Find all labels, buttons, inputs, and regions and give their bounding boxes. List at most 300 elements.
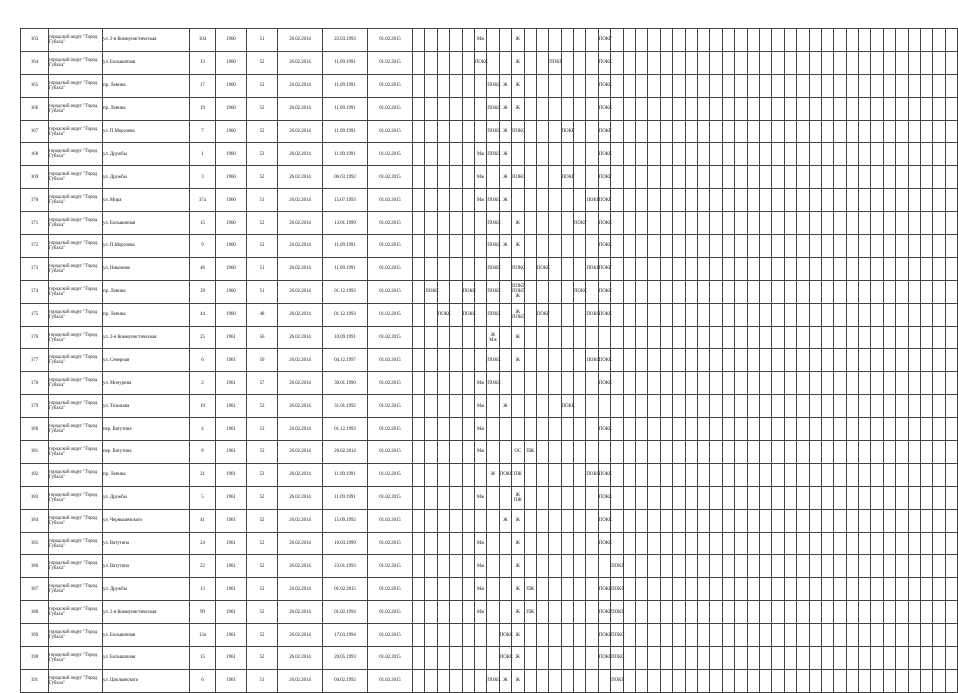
- work-type-cell: [474, 349, 486, 372]
- work-type-cell: [673, 74, 685, 97]
- work-type-cell: [437, 372, 449, 395]
- work-type-cell: [759, 97, 771, 120]
- work-type-cell: [561, 120, 573, 143]
- work-type-cell: [660, 326, 672, 349]
- date-cell: 11.09.1991: [323, 51, 368, 74]
- work-type-cell: [722, 74, 734, 97]
- municipality-line: Губаха": [49, 337, 65, 343]
- work-type-cell: [697, 647, 709, 670]
- work-type-cell: [474, 578, 486, 601]
- work-type-cell: [945, 74, 957, 97]
- work-type-cell: [512, 509, 524, 532]
- work-type-cell: [425, 143, 437, 166]
- date-cell: 26.02.2014: [278, 166, 323, 189]
- work-type-cell: [549, 555, 561, 578]
- work-type-cell: [474, 29, 486, 52]
- work-type-cell: [474, 647, 486, 670]
- work-type-cell: [413, 212, 425, 235]
- work-type-cell: [536, 624, 548, 647]
- work-type-cell: [586, 326, 598, 349]
- work-type-cell: [735, 349, 747, 372]
- work-type-cell: [413, 418, 425, 441]
- work-type-cell: [648, 143, 660, 166]
- work-type-cell: [859, 395, 871, 418]
- work-type-cell: [772, 578, 784, 601]
- municipality-line: Губаха": [49, 291, 65, 297]
- work-type-cell: [784, 166, 796, 189]
- date-cell: 01.02.2015: [368, 486, 413, 509]
- municipality-cell: [49, 280, 103, 303]
- work-type-cell: [487, 97, 499, 120]
- work-mark: ПОКС: [487, 83, 501, 89]
- work-type-cell: [759, 509, 771, 532]
- work-type-cell: [673, 166, 685, 189]
- work-type-cell: [933, 669, 945, 692]
- work-type-cell: [933, 486, 945, 509]
- table-row: [21, 166, 958, 189]
- work-type-cell: [871, 441, 883, 464]
- work-type-cell: [735, 51, 747, 74]
- row-number: 174: [21, 280, 49, 303]
- work-type-cell: [648, 212, 660, 235]
- date-cell: 16.03.1999: [323, 532, 368, 555]
- work-type-cell: [450, 257, 462, 280]
- work-type-cell: [636, 212, 648, 235]
- work-type-cell: [859, 418, 871, 441]
- work-type-cell: [735, 486, 747, 509]
- work-mark: ПОКГ: [611, 678, 625, 684]
- work-type-cell: [784, 532, 796, 555]
- work-type-cell: [648, 326, 660, 349]
- work-type-cell: [598, 235, 613, 258]
- house-number-cell: 13: [190, 51, 216, 74]
- work-type-cell: [413, 257, 425, 280]
- work-type-cell: [735, 372, 747, 395]
- work-type-cell: [536, 509, 548, 532]
- row-number: 190: [21, 647, 49, 670]
- work-type-cell: [772, 555, 784, 578]
- work-type-cell: [846, 349, 858, 372]
- municipality-cell: [49, 463, 103, 486]
- address-cell: ул. Дружбы: [103, 578, 190, 601]
- work-type-cell: [636, 372, 648, 395]
- address-cell: ул. 2-я Коммунистическая: [103, 601, 190, 624]
- work-type-cell: [821, 578, 833, 601]
- work-type-cell: [648, 463, 660, 486]
- work-type-cell: [574, 166, 586, 189]
- date-cell: 11.09.1991: [323, 486, 368, 509]
- work-type-cell: [561, 326, 573, 349]
- work-type-cell: [487, 509, 499, 532]
- work-mark: Ж: [503, 106, 508, 112]
- date-cell: 11.09.1991: [323, 74, 368, 97]
- work-type-cell: [549, 486, 561, 509]
- work-type-cell: [636, 509, 648, 532]
- work-type-cell: [710, 189, 722, 212]
- work-type-cell: [450, 280, 462, 303]
- work-type-cell: [574, 601, 586, 624]
- address-cell: ул. Большичная: [103, 624, 190, 647]
- work-type-cell: [883, 624, 895, 647]
- wear-percent-cell: 51: [247, 257, 278, 280]
- work-type-cell: [499, 486, 511, 509]
- work-type-cell: [660, 624, 672, 647]
- work-type-cell: [636, 166, 648, 189]
- work-type-cell: [945, 669, 957, 692]
- work-type-cell: [797, 509, 809, 532]
- work-type-cell: [636, 189, 648, 212]
- work-type-cell: [487, 486, 499, 509]
- date-cell: 26.02.2014: [278, 189, 323, 212]
- date-cell: 26.02.2014: [278, 601, 323, 624]
- table-row: [21, 143, 958, 166]
- wear-percent-cell: 52: [247, 463, 278, 486]
- work-type-cell: [883, 669, 895, 692]
- work-type-cell: [809, 120, 821, 143]
- work-type-cell: [549, 189, 561, 212]
- work-mark: ПОКГ: [598, 174, 612, 180]
- work-mark: Ж: [515, 294, 520, 300]
- work-type-cell: [846, 555, 858, 578]
- work-type-cell: [871, 624, 883, 647]
- work-type-cell: [499, 509, 511, 532]
- build-year-cell: 1961: [216, 601, 247, 624]
- work-type-cell: [846, 235, 858, 258]
- municipality-line: Губаха": [49, 200, 65, 206]
- row-number: 178: [21, 372, 49, 395]
- work-type-cell: [474, 143, 486, 166]
- work-type-cell: [784, 647, 796, 670]
- work-type-cell: [487, 395, 499, 418]
- work-type-cell: [772, 647, 784, 670]
- work-type-cell: [636, 120, 648, 143]
- row-number: 177: [21, 349, 49, 372]
- work-type-cell: [710, 601, 722, 624]
- work-type-cell: [921, 532, 933, 555]
- date-cell: 01.02.2015: [368, 441, 413, 464]
- municipality-line: Губаха": [49, 589, 65, 595]
- work-type-cell: [883, 441, 895, 464]
- work-type-cell: [660, 486, 672, 509]
- work-type-cell: [834, 486, 846, 509]
- build-year-cell: 1961: [216, 372, 247, 395]
- municipality-line: городской округ "Город: [49, 652, 98, 658]
- work-type-cell: [809, 349, 821, 372]
- work-type-cell: [759, 120, 771, 143]
- work-type-cell: [834, 372, 846, 395]
- work-type-cell: [697, 51, 709, 74]
- work-type-cell: [859, 486, 871, 509]
- build-year-cell: 1961: [216, 441, 247, 464]
- work-type-cell: [524, 601, 536, 624]
- work-type-cell: [413, 143, 425, 166]
- work-type-cell: [933, 166, 945, 189]
- work-type-cell: [623, 257, 635, 280]
- row-number: 187: [21, 578, 49, 601]
- work-type-cell: [611, 509, 623, 532]
- work-type-cell: [759, 51, 771, 74]
- wear-percent-cell: 51: [247, 280, 278, 303]
- house-number-cell: 5: [190, 486, 216, 509]
- build-year-cell: 1961: [216, 647, 247, 670]
- work-type-cell: [474, 395, 486, 418]
- work-type-cell: [759, 235, 771, 258]
- house-number-cell: 46: [190, 257, 216, 280]
- work-type-cell: [524, 441, 536, 464]
- work-type-cell: [437, 463, 449, 486]
- house-number-cell: 9: [190, 235, 216, 258]
- work-type-cell: [685, 441, 697, 464]
- work-type-cell: [747, 509, 759, 532]
- work-mark: ПОКС: [499, 632, 513, 638]
- work-type-cell: [697, 257, 709, 280]
- work-type-cell: [747, 166, 759, 189]
- work-type-cell: [722, 372, 734, 395]
- work-type-cell: [425, 189, 437, 212]
- work-type-cell: [549, 601, 561, 624]
- work-mark: Мж: [476, 609, 485, 615]
- work-type-cell: [549, 349, 561, 372]
- work-type-cell: [561, 143, 573, 166]
- work-type-cell: [697, 303, 709, 326]
- work-type-cell: [933, 578, 945, 601]
- date-cell: 01.02.2015: [368, 395, 413, 418]
- work-type-cell: [623, 395, 635, 418]
- work-type-cell: [512, 669, 524, 692]
- work-type-cell: [945, 509, 957, 532]
- work-mark: ПОКГ: [611, 609, 625, 615]
- work-type-cell: [747, 51, 759, 74]
- work-type-cell: [660, 441, 672, 464]
- work-type-cell: [784, 29, 796, 52]
- work-type-cell: [710, 97, 722, 120]
- work-type-cell: [598, 212, 613, 235]
- work-type-cell: [933, 555, 945, 578]
- work-type-cell: [945, 235, 957, 258]
- work-type-cell: [536, 303, 548, 326]
- work-type-cell: [673, 601, 685, 624]
- work-type-cell: [697, 463, 709, 486]
- work-type-cell: [636, 257, 648, 280]
- work-type-cell: [524, 395, 536, 418]
- work-type-cell: [759, 463, 771, 486]
- work-type-cell: [772, 143, 784, 166]
- date-cell: 26.02.2014: [278, 280, 323, 303]
- work-type-cell: [425, 647, 437, 670]
- work-type-cell: [437, 280, 449, 303]
- work-type-cell: [859, 97, 871, 120]
- work-type-cell: [487, 212, 499, 235]
- work-type-cell: [450, 143, 462, 166]
- build-year-cell: 1961: [216, 509, 247, 532]
- work-type-cell: [623, 349, 635, 372]
- work-mark: Ж: [515, 83, 520, 89]
- address-cell: ул. Чернышевского: [103, 509, 190, 532]
- work-type-cell: [945, 647, 957, 670]
- wear-percent-cell: 57: [247, 372, 278, 395]
- date-cell: 26.02.2014: [278, 120, 323, 143]
- date-cell: 01.02.2015: [368, 257, 413, 280]
- work-type-cell: [871, 532, 883, 555]
- work-type-cell: [834, 74, 846, 97]
- work-type-cell: [474, 418, 486, 441]
- work-type-cell: [561, 624, 573, 647]
- work-type-cell: [586, 303, 598, 326]
- date-cell: 01.02.2015: [368, 166, 413, 189]
- work-type-cell: [425, 372, 437, 395]
- work-type-cell: [437, 532, 449, 555]
- work-type-cell: [883, 120, 895, 143]
- row-number: 171: [21, 212, 49, 235]
- work-type-cell: [586, 418, 598, 441]
- work-type-cell: [722, 669, 734, 692]
- row-number: 170: [21, 189, 49, 212]
- work-type-cell: [896, 532, 908, 555]
- work-mark: ПЖ: [526, 609, 535, 615]
- work-type-cell: [945, 395, 957, 418]
- work-type-cell: [821, 509, 833, 532]
- work-type-cell: [648, 647, 660, 670]
- work-type-cell: [685, 624, 697, 647]
- work-type-cell: [611, 29, 623, 52]
- work-type-cell: [784, 51, 796, 74]
- work-type-cell: [871, 578, 883, 601]
- work-type-cell: [747, 647, 759, 670]
- wear-percent-cell: 51: [247, 29, 278, 52]
- work-type-cell: [772, 463, 784, 486]
- work-type-cell: [499, 349, 511, 372]
- work-type-cell: [834, 166, 846, 189]
- municipality-line: Губаха": [49, 268, 65, 274]
- work-type-cell: [722, 395, 734, 418]
- work-type-cell: [549, 120, 561, 143]
- municipality-cell: [49, 647, 103, 670]
- wear-percent-cell: 52: [247, 51, 278, 74]
- work-type-cell: [722, 578, 734, 601]
- table-row: [21, 280, 958, 303]
- work-type-cell: [450, 441, 462, 464]
- work-type-cell: [908, 395, 920, 418]
- work-mark: Ж: [503, 129, 508, 134]
- work-type-cell: [747, 418, 759, 441]
- work-mark: Мж: [476, 174, 485, 180]
- work-type-cell: [747, 143, 759, 166]
- work-type-cell: [574, 463, 586, 486]
- work-type-cell: [474, 120, 486, 143]
- work-type-cell: [462, 166, 474, 189]
- work-type-cell: [834, 647, 846, 670]
- work-type-cell: [673, 326, 685, 349]
- work-type-cell: [673, 463, 685, 486]
- work-mark: ПОКС: [512, 266, 526, 272]
- work-type-cell: [710, 29, 722, 52]
- work-type-cell: [945, 143, 957, 166]
- work-type-cell: [536, 647, 548, 670]
- work-type-cell: [759, 601, 771, 624]
- work-type-cell: [561, 578, 573, 601]
- build-year-cell: 1960: [216, 303, 247, 326]
- date-cell: 26.02.2014: [278, 647, 323, 670]
- work-type-cell: [673, 29, 685, 52]
- municipality-cell: [49, 669, 103, 692]
- work-type-cell: [809, 578, 821, 601]
- date-cell: 11.09.1991: [323, 97, 368, 120]
- work-type-cell: [896, 97, 908, 120]
- work-type-cell: [834, 463, 846, 486]
- work-type-cell: [809, 441, 821, 464]
- work-type-cell: [896, 647, 908, 670]
- work-type-cell: [536, 601, 548, 624]
- municipality-cell: [49, 51, 103, 74]
- work-type-cell: [561, 235, 573, 258]
- work-type-cell: [673, 97, 685, 120]
- work-type-cell: [413, 74, 425, 97]
- work-type-cell: [846, 624, 858, 647]
- table-row: [21, 372, 958, 395]
- municipality-line: городской округ "Город: [49, 263, 98, 269]
- work-type-cell: [611, 143, 623, 166]
- work-type-cell: [437, 212, 449, 235]
- work-type-cell: [797, 257, 809, 280]
- row-number: 189: [21, 624, 49, 647]
- date-cell: 31.01.1992: [323, 395, 368, 418]
- work-type-cell: [697, 189, 709, 212]
- wear-percent-cell: 48: [247, 303, 278, 326]
- work-type-cell: [660, 395, 672, 418]
- work-type-cell: [487, 74, 499, 97]
- work-type-cell: [722, 303, 734, 326]
- work-type-cell: [536, 51, 548, 74]
- work-type-cell: [921, 418, 933, 441]
- date-cell: 01.02.1994: [323, 601, 368, 624]
- work-type-cell: [549, 212, 561, 235]
- work-type-cell: [809, 624, 821, 647]
- work-type-cell: [437, 555, 449, 578]
- work-type-cell: [735, 669, 747, 692]
- work-type-cell: [821, 624, 833, 647]
- work-type-cell: [896, 257, 908, 280]
- address-cell: ул. Циолковского: [103, 669, 190, 692]
- work-type-cell: [685, 578, 697, 601]
- table-row: [21, 120, 958, 143]
- work-type-cell: [499, 372, 511, 395]
- work-type-cell: [908, 624, 920, 647]
- date-cell: 26.02.2014: [278, 532, 323, 555]
- work-mark: Ж: [515, 678, 520, 684]
- work-type-cell: [809, 669, 821, 692]
- work-type-cell: [524, 532, 536, 555]
- work-type-cell: [462, 601, 474, 624]
- work-type-cell: [846, 669, 858, 692]
- house-number-cell: 44: [190, 303, 216, 326]
- date-cell: 01.02.2015: [368, 418, 413, 441]
- house-number-cell: 13: [190, 578, 216, 601]
- work-type-cell: [908, 280, 920, 303]
- date-cell: 26.02.2014: [278, 29, 323, 52]
- work-type-cell: [846, 29, 858, 52]
- work-type-cell: [524, 212, 536, 235]
- work-type-cell: [487, 257, 499, 280]
- work-type-cell: [772, 257, 784, 280]
- work-type-cell: [883, 486, 895, 509]
- work-type-cell: [437, 578, 449, 601]
- work-type-cell: [834, 303, 846, 326]
- work-type-cell: [846, 486, 858, 509]
- work-type-cell: [772, 280, 784, 303]
- work-type-cell: [908, 212, 920, 235]
- work-type-cell: [425, 280, 437, 303]
- work-type-cell: [933, 418, 945, 441]
